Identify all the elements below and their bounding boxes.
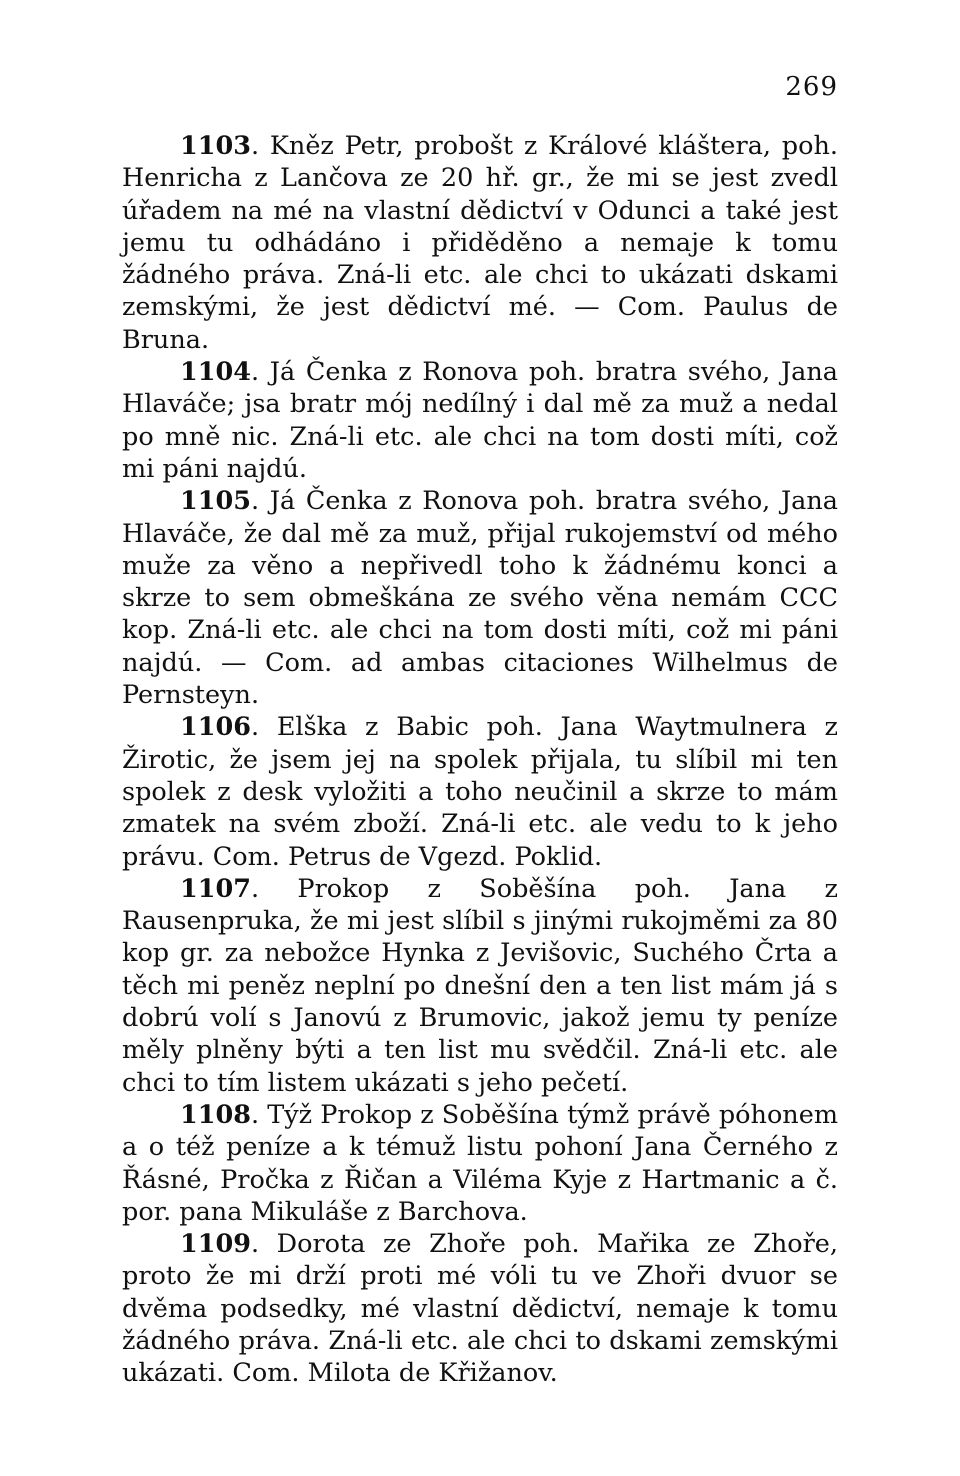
- entry-1104: 1104. Já Čenka z Ronova poh. bratra svého, Jana Hlaváče; jsa bratr mój nedílný i dal mě za muž a nedal po mně nic. Zná-li etc. ale chci na tom dosti míti, což mi páni najdú.: [122, 357, 838, 484]
- entry-number: 1104: [180, 357, 251, 388]
- entry-number: 1109: [180, 1229, 251, 1260]
- entry-1108: 1108. Týž Prokop z Soběšína týmž právě póhonem a o též peníze a k témuž listu pohoní Jana Černého z Řásné, Pročka z Řičan a Viléma Kyje z Hartmanic a č. por. pana Mikuláše z Barchova.: [122, 1099, 838, 1227]
- entry-number: 1108: [180, 1099, 251, 1130]
- entry-1103: 1103. Kněz Petr, probošt z Králové kláštera, poh. Henricha z Lančova ze 20 hř. gr., že mi se jest zvedl úřadem na mé na vlastní dědictví v Odunci a také jest jemu tu odhádáno i přiděděno a nemaje k tomu žádného práva. Zná-li etc. ale chci to ukázati dskami zemskými, že jest dědictví mé. — Com. Paulus de Bruna.: [122, 131, 838, 355]
- entry-number: 1103: [180, 131, 251, 161]
- document-body: [122, 130, 838, 1390]
- entry-1106: 1106. Elška z Babic poh. Jana Waytmulnera z Žirotic, že jsem jej na spolek přijala, tu slíbil mi ten spolek z desk vyložiti a toho neučinil a skrze to mám zmatek na svém zboží. Zná-li etc. ale vedu to k jeho právu. Com. Petrus de Vgezd. Poklid.: [122, 712, 838, 872]
- entry-text: Elška z Babic poh. Jana Waytmulnera z Žirotic, že jsem jej na spolek přijala, tu slíbil mi ten spolek z desk vyložiti a toho neučinil a skrze to mám zmatek na svém zboží. Zná-li etc. ale vedu to k jeho právu. Com. Petrus de Vgezd. Poklid.: [122, 712, 838, 872]
- entry-1107: 1107. Prokop z Soběšína poh. Jana z Rausenpruka, že mi jest slíbil s jinými rukojměmi za 80 kop gr. za nebožce Hynka z Jevišovic, Suchého Črta a těch mi peněz neplní po dnešní den a ten list mám já s dobrú volí s Janovú z Brumovic, jakož jemu ty peníze měly plněny býti a ten list mu svědčil. Zná-li etc. ale chci to tím listem ukázati s jeho pečetí.: [122, 873, 838, 1098]
- page-number: 269: [785, 72, 838, 102]
- entry-number: 1107: [180, 873, 251, 904]
- entry-number: 1105: [180, 486, 251, 517]
- entry-text: Já Čenka z Ronova poh. bratra svého, Jana Hlaváče, že dal mě za muž, přijal rukojemství od mého muže za věno a nepřivedl toho k žádnému konci a skrze to sem obmeškána ze svého věna nemám CCC kop. Zná-li etc. ale chci na tom dosti míti, což mi páni najdú. — Com. ad ambas citaciones Wilhelmus de Pernsteyn.: [122, 486, 838, 711]
- entry-text: Já Čenka z Ronova poh. bratra svého, Jana Hlaváče; jsa bratr mój nedílný i dal mě za muž a nedal po mně nic. Zná-li etc. ale chci na tom dosti míti, což mi páni najdú.: [122, 357, 838, 484]
- entry-1105: 1105. Já Čenka z Ronova poh. bratra svého, Jana Hlaváče, že dal mě za muž, přijal rukojemství od mého muže za věno a nepřivedl toho k žádnému konci a skrze to sem obmeškána ze svého věna nemám CCC kop. Zná-li etc. ale chci na tom dosti míti, což mi páni najdú. — Com. ad ambas citaciones Wilhelmus de Pernsteyn.: [122, 486, 838, 711]
- entry-text: Prokop z Soběšína poh. Jana z Rausenpruka, že mi jest slíbil s jinými rukojměmi za 80 kop gr. za nebožce Hynka z Jevišovic, Suchého Črta a těch mi peněz neplní po dnešní den a ten list mám já s dobrú volí s Janovú z Brumovic, jakož jemu ty peníze měly plněny býti a ten list mu svědčil. Zná-li etc. ale chci to tím listem ukázati s jeho pečetí.: [122, 873, 838, 1098]
- entry-text: Týž Prokop z Soběšína týmž právě póhonem a o též peníze a k témuž listu pohoní Jana Černého z Řásné, Pročka z Řičan a Viléma Kyje z Hartmanic a č. por. pana Mikuláše z Barchova.: [122, 1099, 838, 1227]
- entry-text: Dorota ze Zhoře poh. Mařika ze Zhoře, proto že mi drží proti mé vóli tu ve Zhoři dvuor se dvěma podsedky, mé vlastní dědictví, nemaje k tomu žádného práva. Zná-li etc. ale chci to dskami zemskými ukázati. Com. Milota de Křižanov.: [122, 1229, 838, 1389]
- entry-1109: 1109. Dorota ze Zhoře poh. Mařika ze Zhoře, proto že mi drží proti mé vóli tu ve Zhoři dvuor se dvěma podsedky, mé vlastní dědictví, nemaje k tomu žádného práva. Zná-li etc. ale chci to dskami zemskými ukázati. Com. Milota de Křižanov.: [122, 1229, 838, 1389]
- entry-text: Kněz Petr, probošt z Králové kláštera, poh. Henricha z Lančova ze 20 hř. gr., že mi se jest zvedl úřadem na mé na vlastní dědictví v Odunci a také jest jemu tu odhádáno i přiděděno a nemaje k tomu žádného práva. Zná-li etc. ale chci to ukázati dskami zemskými, že jest dědictví mé. — Com. Paulus de Bruna.: [122, 131, 838, 355]
- entry-number: 1106: [180, 712, 251, 743]
